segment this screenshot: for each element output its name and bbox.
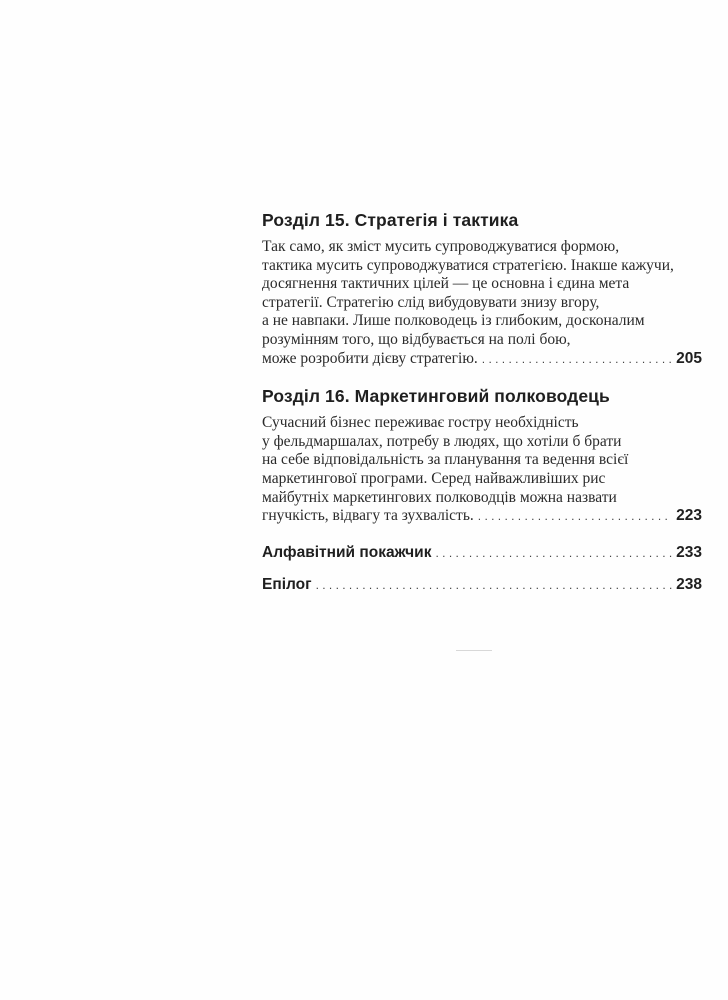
leader-dots (316, 578, 673, 592)
chapter-15-desc-line: стратегії. Стратегію слід вибудовувати знизу вгору, (262, 293, 600, 311)
epilogue-page-number: 238 (676, 575, 702, 593)
chapter-15-desc-line: тактика мусить супроводжуватися стратегією. Інакше кажучи, (262, 256, 674, 274)
chapter-15-desc-line: може розробити дієву стратегію. (262, 349, 478, 367)
chapter-16-desc-line: майбутніх маркетингових полководців можна назвати (262, 488, 617, 506)
chapter-15-title: Розділ 15. Стратегія і тактика (262, 210, 519, 230)
chapter-16-entry (262, 384, 702, 526)
index-page-number: 233 (676, 543, 702, 561)
leader-dots (478, 507, 672, 526)
chapter-15-description (262, 238, 702, 368)
leader-dots (482, 350, 672, 369)
chapter-15-desc-line: досягнення тактичних цілей — це основна і єдина мета (262, 275, 630, 293)
paper-mark (456, 650, 492, 651)
chapter-15-page-number: 205 (676, 349, 702, 367)
chapter-15-last-line (262, 350, 702, 369)
leader-dots (435, 546, 672, 560)
chapter-15-desc-line: а не навпаки. Лише полководець із глибоким, досконалим (262, 312, 645, 330)
chapter-15-entry (262, 208, 702, 368)
epilogue-title: Епілог (262, 575, 312, 593)
index-title: Алфавітний покажчик (262, 543, 432, 561)
chapter-16-desc-line: гнучкість, відвагу та зухвалість. (262, 507, 474, 525)
index-entry (262, 544, 702, 562)
chapter-16-desc-line: маркетингової програми. Серед найважливіших рис (262, 469, 606, 487)
chapter-16-page-number: 223 (676, 507, 702, 525)
table-of-contents (262, 208, 702, 594)
chapter-16-description (262, 414, 702, 526)
chapter-16-desc-line: Сучасний бізнес переживає гостру необхідність (262, 414, 579, 432)
epilogue-entry (262, 576, 702, 594)
chapter-16-last-line (262, 507, 702, 526)
chapter-16-desc-line: на себе відповідальність за планування та ведення всієї (262, 451, 629, 469)
chapter-15-desc-line: Так само, як зміст мусить супроводжуватися формою, (262, 238, 620, 255)
chapter-15-desc-line: розумінням того, що відбувається на полі бою, (262, 330, 571, 348)
chapter-16-desc-line: у фельдмаршалах, потребу в людях, що хотіли б брати (262, 432, 622, 450)
chapter-16-title: Розділ 16. Маркетинговий полководець (262, 386, 610, 407)
